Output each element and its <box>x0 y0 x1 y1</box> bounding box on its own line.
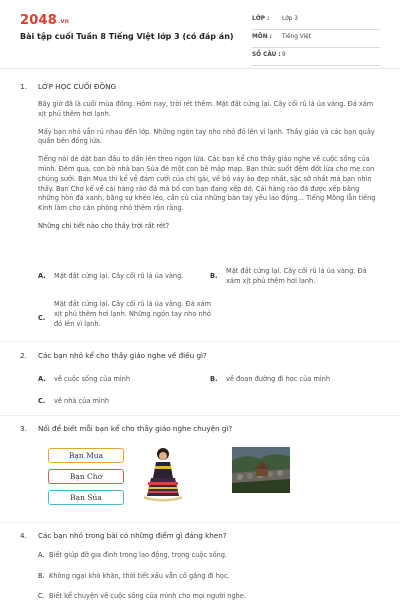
question-heading <box>20 82 380 92</box>
option-letter: C. <box>38 592 45 600</box>
question-number: 4. <box>20 531 27 540</box>
question-title: Nối để biết mỗi bạn kể cho thầy giáo nghe chuyện gì? <box>38 424 233 433</box>
page-title: Bài tập cuối Tuần 8 Tiếng Việt lớp 3 (có đáp án) <box>20 32 234 41</box>
girl-traditional-dress-image[interactable] <box>138 444 188 502</box>
option-text: Biết kể chuyện về cuộc sống của mình cho mọi người nghe. <box>49 592 246 600</box>
option-text: Mặt đất cứng lại. Cây cối rũ lá úa vàng. Đá xám xịt phủ thêm hơi lạnh. Những ngón tay nho nhỏ đỏ lên vì lạnh. <box>54 300 212 328</box>
match-card-label: Bạn Súa <box>70 493 102 502</box>
page-header <box>0 0 400 70</box>
option-letter: C. <box>38 314 46 322</box>
question-heading <box>20 424 380 434</box>
meta-table <box>252 12 380 66</box>
option-letter: A. <box>38 375 46 383</box>
question-heading <box>20 351 380 361</box>
match-card-sua[interactable] <box>48 490 124 505</box>
option-text: về đoạn đường đi học của mình <box>226 375 331 383</box>
question-2 <box>20 351 380 361</box>
question-divider <box>0 341 400 342</box>
match-card-cho[interactable] <box>48 469 124 484</box>
question-title: Các bạn nhỏ trong bài có những điểm gì đáng khen? <box>38 531 227 540</box>
meta-key: SỐ CÂU : <box>252 52 281 58</box>
passage-paragraph: Tiếng nói dè dặt ban đầu to dần lên theo ngọn lửa. Các bạn kể cho thầy giáo nghe về cuộc sống của mình. Đêm qua, con bò nhà bạn Súa đẻ một con bê mập mạp. Bạn thức suốt đêm đốt lửa cho mẹ con chúng sưởi. Bạn Mua thì kể về đám cưới của chị gái, về bộ váy áo đẹp nhất, sặc sỡ nhất mà bạn nhìn thấy. Bạn Chơ kể về cái hàng rào đá mà bố con bạn đang xếp dở. Cái hàng rào đá được xếp bằng những hòn đá xanh, bằng sự khéo léo, cần cù của những bàn tay yêu lao động... Tiếng Mông lẫn tiếng Kinh làm cho căn phòng nhỏ thêm rộn ràng. <box>38 155 376 213</box>
question-title: Các bạn nhỏ kể cho thầy giáo nghe về điều gì? <box>38 351 207 360</box>
question-title: LỚP HỌC CUỐI ĐÔNG <box>38 82 117 91</box>
question-number: 3. <box>20 424 27 433</box>
question-3 <box>20 424 380 434</box>
option-text: Biết giúp đỡ gia đình trong lao động, trong cuộc sống. <box>49 551 228 559</box>
question-heading <box>20 531 380 541</box>
meta-key: MÔN : <box>252 34 272 40</box>
question-4 <box>20 531 380 541</box>
stone-fence-landscape-image[interactable] <box>232 447 290 493</box>
option-letter: B. <box>210 375 218 383</box>
meta-row-count <box>252 48 380 66</box>
meta-value: Lớp 3 <box>282 16 298 22</box>
meta-key: LỚP : <box>252 16 270 22</box>
meta-value: Tiếng Việt <box>282 34 312 40</box>
site-logo[interactable] <box>20 13 69 28</box>
question-prompt: Những chi tiết nào cho thấy trời rất rét? <box>38 221 170 230</box>
match-card-label: Bạn Chơ <box>69 472 103 481</box>
header-divider <box>0 68 400 69</box>
option-text: về cuộc sống của mình <box>54 375 131 383</box>
question-1 <box>20 82 380 232</box>
meta-row-class <box>252 12 380 30</box>
question-divider <box>0 522 400 523</box>
passage-paragraph: Bây giờ đã là cuối mùa đông. Hôm nay, trời rét thêm. Mặt đất cứng lại. Cây cối rũ lá úa vàng. Đá xám xịt phủ thêm hơi lạnh. <box>38 100 374 118</box>
match-card-mua[interactable] <box>48 448 124 463</box>
meta-value: 9 <box>282 52 286 58</box>
option-letter: A. <box>38 551 45 559</box>
option-text: Mặt đất cứng lại. Cây cối rũ lá úa vàng. <box>54 272 184 280</box>
option-text: Không ngại khó khăn, thời tiết xấu vẫn cố gắng đi học. <box>49 572 230 580</box>
question-number: 1. <box>20 82 27 91</box>
question-number: 2. <box>20 351 27 360</box>
meta-row-subject <box>252 30 380 48</box>
question-divider <box>0 415 400 416</box>
match-card-label: Bạn Mua <box>68 451 104 460</box>
passage-paragraph: Mấy bạn nhỏ vẫn rủ nhau đến lớp. Những ngón tay nho nhỏ đỏ lên vì lạnh. Thầy giáo và các bạn quây quần bên đống lửa. <box>38 127 375 146</box>
option-letter: B. <box>38 572 45 580</box>
option-text: Mặt đất cứng lại. Cây cối rũ lá úa vàng. Đá xám xịt phủ thêm hơi lạnh. <box>226 267 367 285</box>
option-text: về nhà của mình <box>54 397 110 405</box>
logo-text: 2048 <box>20 13 57 28</box>
option-letter: C. <box>38 397 46 405</box>
option-letter: B. <box>210 272 218 280</box>
logo-suffix: .vn <box>57 18 70 25</box>
option-letter: A. <box>38 272 46 280</box>
